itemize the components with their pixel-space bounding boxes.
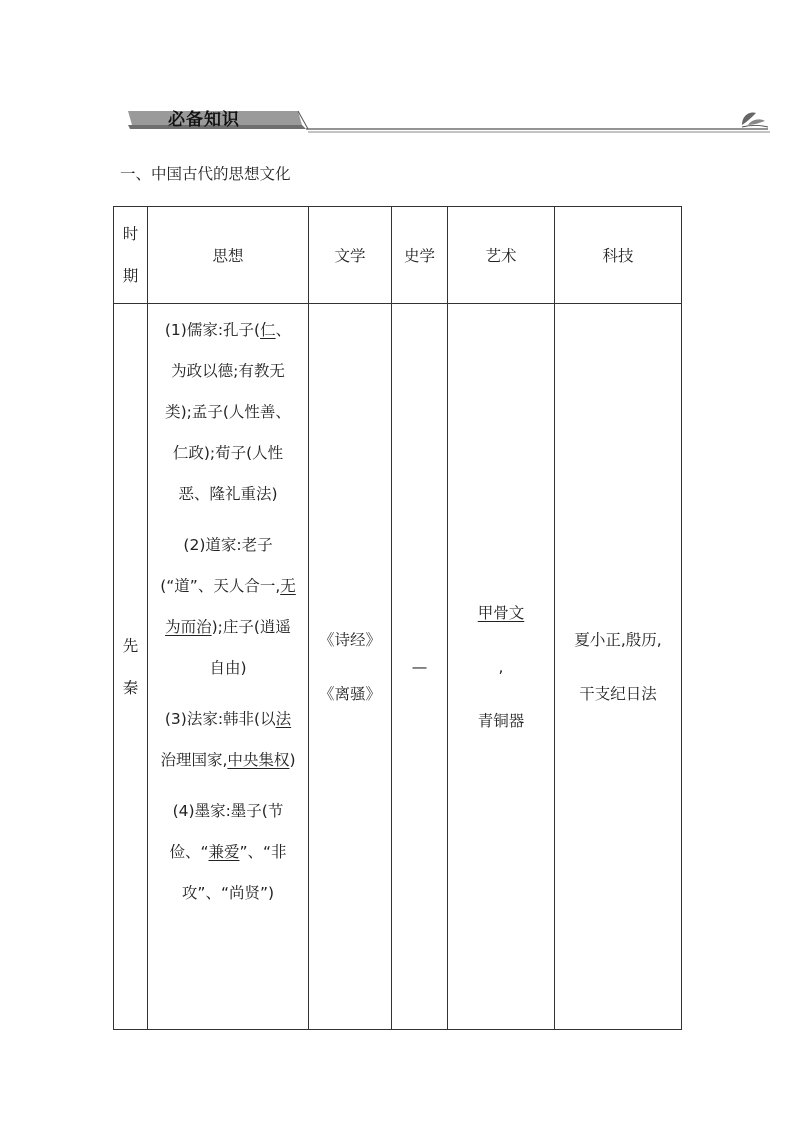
header-thought: 思想	[148, 207, 309, 304]
science-cell: 夏小正,殷历, 干支纪日法	[555, 304, 682, 1030]
header-science: 科技	[555, 207, 682, 304]
thought-confucianism: (1)儒家:孔子(仁、为政以德;有教无类);孟子(人性善、仁政);荀子(人性恶、隆礼重法)	[164, 321, 292, 503]
thought-taoism: (2)道家:老子(“道”、天人合一,无为而治);庄子(逍遥自由)	[160, 536, 296, 677]
thought-cell	[148, 304, 309, 1030]
table-row	[114, 304, 682, 1030]
thought-mohism: (4)墨家:墨子(节俭、“兼爱”、“非攻”、“尚贤”)	[169, 802, 287, 902]
period-cell: 先 秦	[114, 304, 148, 1030]
culture-table	[113, 206, 682, 1030]
leaf-icon	[742, 113, 768, 128]
thought-legalism: (3)法家:韩非(以法治理国家,中央集权)	[160, 710, 296, 769]
header-period: 时 期	[114, 207, 148, 304]
history-cell: —	[392, 304, 448, 1030]
header-art: 艺术	[448, 207, 555, 304]
table-header-row	[114, 207, 682, 304]
section-title: 必备知识	[168, 110, 240, 130]
subsection-heading: 一、中国古代的思想文化	[120, 165, 291, 183]
section-banner	[120, 103, 775, 135]
header-history: 史学	[392, 207, 448, 304]
art-cell: 甲骨文 , 青铜器	[448, 304, 555, 1030]
literature-cell: 《诗经》 《离骚》	[309, 304, 392, 1030]
header-literature: 文学	[309, 207, 392, 304]
